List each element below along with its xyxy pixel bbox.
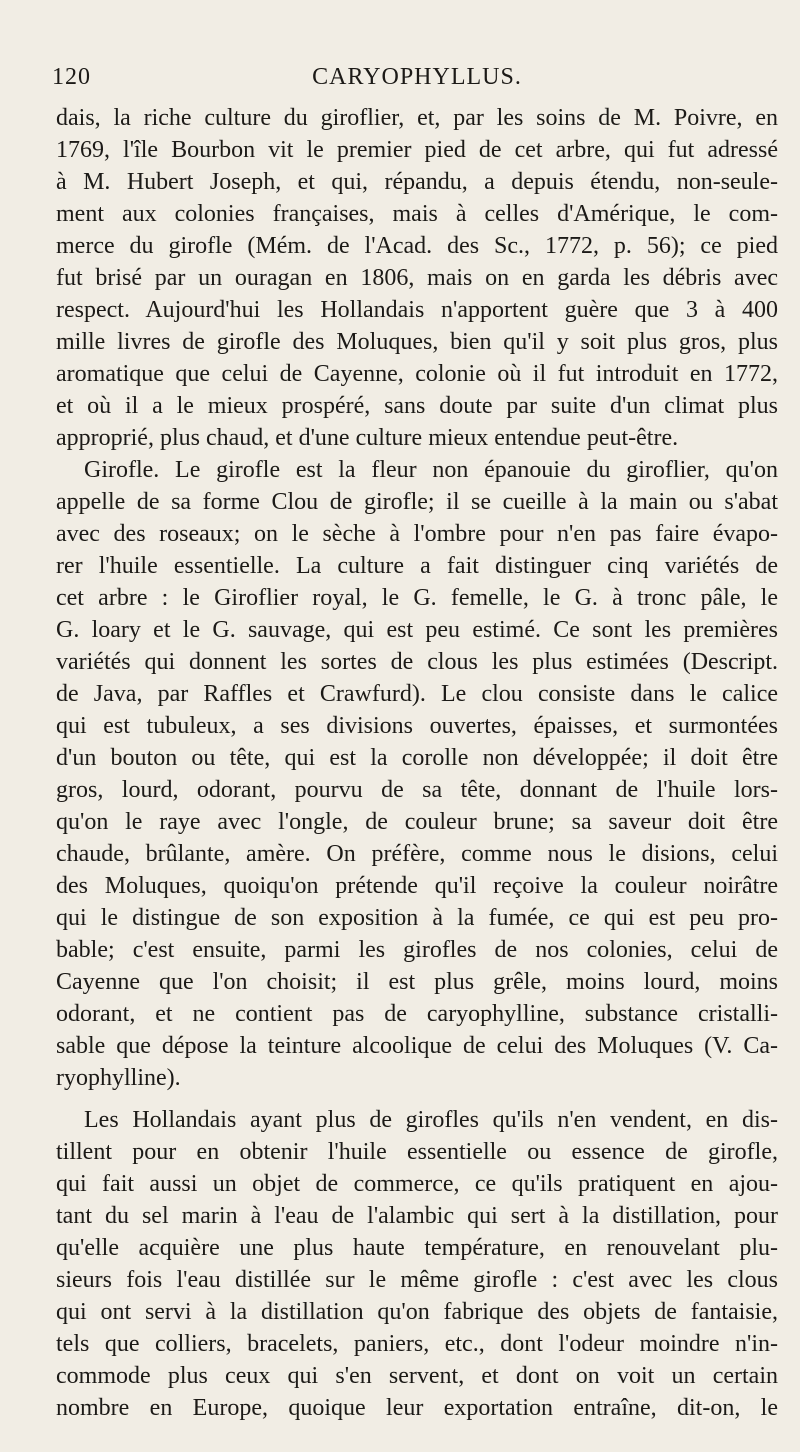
- text-line: Girofle. Le girofle est la fleur non épanouie du giroflier, qu'on: [84, 457, 778, 483]
- text-line: qui fait aussi un objet de commerce, ce qu'ils pratiquent en ajou-: [56, 1171, 778, 1197]
- text-line: approprié, plus chaud, et d'une culture mieux entendue peut-être.: [56, 425, 679, 451]
- text-line: dais, la riche culture du giroflier, et, par les soins de M. Poivre, en: [56, 105, 778, 131]
- text-line: Cayenne que l'on choisit; il est plus grêle, moins lourd, moins: [56, 969, 778, 995]
- text-line: rer l'huile essentielle. La culture a fait distinguer cinq variétés de: [56, 553, 778, 579]
- text-line: et où il a le mieux prospéré, sans doute par suite d'un climat plus: [56, 393, 778, 419]
- paragraph-girofle: [56, 454, 778, 1094]
- text-line: appelle de sa forme Clou de girofle; il se cueille à la main ou s'abat: [56, 489, 778, 515]
- text-line: d'un bouton ou tête, qui est la corolle non développée; il doit être: [56, 745, 778, 771]
- text-line: variétés qui donnent les sortes de clous les plus estimées (Descript.: [56, 649, 778, 675]
- text-line: ment aux colonies françaises, mais à celles d'Amérique, le com-: [56, 201, 778, 227]
- page-number: 120: [52, 64, 91, 90]
- text-line: bable; c'est ensuite, parmi les girofles de nos colonies, celui de: [56, 937, 778, 963]
- text-line: tant du sel marin à l'eau de l'alambic qui sert à la distillation, pour: [56, 1203, 778, 1229]
- paragraph-gap: [56, 1094, 778, 1104]
- page-body: [56, 102, 778, 1424]
- text-line: 1769, l'île Bourbon vit le premier pied de cet arbre, qui fut adressé: [56, 137, 778, 163]
- text-line: des Moluques, quoiqu'on prétende qu'il reçoive la couleur noirâtre: [56, 873, 778, 899]
- text-line: cet arbre : le Giroflier royal, le G. femelle, le G. à tronc pâle, le: [56, 585, 778, 611]
- text-line: chaude, brûlante, amère. On préfère, comme nous le disions, celui: [56, 841, 778, 867]
- text-line: gros, lourd, odorant, pourvu de sa tête, donnant de l'huile lors-: [56, 777, 778, 803]
- text-line: respect. Aujourd'hui les Hollandais n'apportent guère que 3 à 400: [56, 297, 778, 323]
- text-line: nombre en Europe, quoique leur exportation entraîne, dit-on, le: [56, 1395, 778, 1421]
- text-line: qu'elle acquière une plus haute température, en renouvelant plu-: [56, 1235, 778, 1261]
- text-line: tillent pour en obtenir l'huile essentielle ou essence de girofle,: [56, 1139, 778, 1165]
- text-line: merce du girofle (Mém. de l'Acad. des Sc., 1772, p. 56); ce pied: [56, 233, 778, 259]
- text-line: aromatique que celui de Cayenne, colonie où il fut introduit en 1772,: [56, 361, 778, 387]
- text-line: sable que dépose la teinture alcoolique de celui des Moluques (V. Ca-: [56, 1033, 778, 1059]
- paragraph-clove-history: [56, 102, 778, 454]
- text-line: Les Hollandais ayant plus de girofles qu'ils n'en vendent, en dis-: [84, 1107, 778, 1133]
- text-line: qu'on le raye avec l'ongle, de couleur brune; sa saveur doit être: [56, 809, 778, 835]
- text-line: odorant, et ne contient pas de caryophylline, substance cristalli-: [56, 1001, 778, 1027]
- text-line: à M. Hubert Joseph, et qui, répandu, a depuis étendu, non-seule-: [56, 169, 778, 195]
- text-line: commode plus ceux qui s'en servent, et dont on voit un certain: [56, 1363, 778, 1389]
- text-line: sieurs fois l'eau distillée sur le même girofle : c'est avec les clous: [56, 1267, 778, 1293]
- text-line: mille livres de girofle des Moluques, bien qu'il y soit plus gros, plus: [56, 329, 778, 355]
- paragraph-distillation: [56, 1104, 778, 1424]
- page-header: [52, 64, 782, 96]
- text-line: tels que colliers, bracelets, paniers, etc., dont l'odeur moindre n'in-: [56, 1331, 778, 1357]
- text-line: de Java, par Raffles et Crawfurd). Le clou consiste dans le calice: [56, 681, 778, 707]
- text-line: fut brisé par un ouragan en 1806, mais on en garda les débris avec: [56, 265, 778, 291]
- running-head: CARYOPHYLLUS.: [312, 64, 522, 90]
- text-line: G. loary et le G. sauvage, qui est peu estimé. Ce sont les premières: [56, 617, 778, 643]
- text-line: avec des roseaux; on le sèche à l'ombre pour n'en pas faire évapo-: [56, 521, 778, 547]
- text-line: qui est tubuleux, a ses divisions ouvertes, épaisses, et surmontées: [56, 713, 778, 739]
- text-line: qui ont servi à la distillation qu'on fabrique des objets de fantaisie,: [56, 1299, 778, 1325]
- text-line: ryophylline).: [56, 1065, 181, 1091]
- text-line: qui le distingue de son exposition à la fumée, ce qui est peu pro-: [56, 905, 778, 931]
